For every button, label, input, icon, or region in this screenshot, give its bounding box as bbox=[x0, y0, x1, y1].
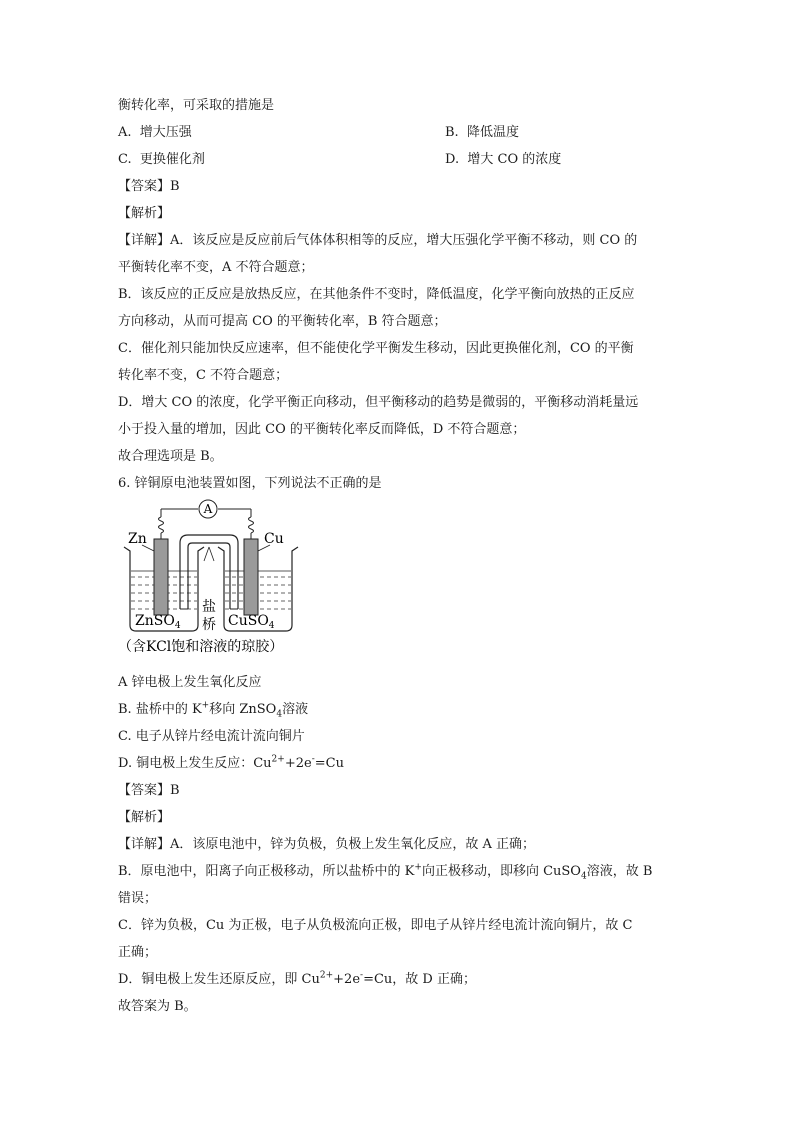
q6-detail-line-6: D．铜电极上发生还原反应，即 $Cu^{2+}+2e^-=Cu$，故 D 正确； bbox=[118, 970, 476, 987]
question-6-stem: 6. 锌铜原电池装置如图，下列说法不正确的是 bbox=[118, 476, 382, 491]
zn-label: Zn bbox=[128, 531, 147, 547]
q6-option-a: A 锌电极上发生氧化反应 bbox=[118, 675, 262, 690]
analysis-label: 【解析】 bbox=[118, 206, 171, 221]
detail-line-5: C．催化剂只能加快反应速率，但不能使化学平衡发生移动，因此更换催化剂，CO 的平衡 bbox=[118, 341, 634, 356]
detail-label: 【详解】 bbox=[118, 837, 171, 852]
q6-conclusion-line: 故答案为 B。 bbox=[118, 999, 197, 1014]
q6-option-d: D. 铜电极上发生反应：$Cu^{2+}+2e^-=Cu$ bbox=[118, 754, 344, 771]
options-row-1 bbox=[118, 119, 678, 146]
q6-detail-line-4: C．锌为负极，Cu 为正极，电子从负极流向正极，即电子从锌片经电流计流向铜片，故 C bbox=[118, 918, 633, 933]
answer-label: 【答案】 bbox=[118, 783, 171, 798]
option-d: D. 增大 CO 的浓度 bbox=[445, 152, 562, 167]
q6-option-b: B. 盐桥中的 K+移向 ZnSO$_4$溶液 bbox=[118, 700, 309, 720]
detail-line-8: 小于投入量的增加，因此 CO 的平衡转化率反而降低，D 不符合题意； bbox=[118, 422, 526, 437]
detail-line-2: 平衡转化率不变，A 不符合题意； bbox=[118, 260, 314, 275]
q6-answer-line bbox=[118, 777, 678, 804]
q6-detail-line-2: B．原电池中，阳离子向正极移动，所以盐桥中的 K+向正极移动，即移向 CuSO$_4$溶液，故 B bbox=[118, 862, 653, 882]
detail-line-1: 【详解】A．该反应是反应前后气体体积相等的反应，增大压强化学平衡不移动，则 CO 的 bbox=[118, 233, 638, 248]
answer-line bbox=[118, 173, 678, 200]
detail-line-7: D．增大 CO 的浓度，化学平衡正向移动，但平衡移动的趋势是微弱的，平衡移动消耗量远 bbox=[118, 395, 639, 410]
detail-line-3: B．该反应的正反应是放热反应，在其他条件不变时，降低温度，化学平衡向放热的正反应 bbox=[118, 287, 635, 302]
answer-value: B bbox=[170, 179, 180, 194]
detail-line-6: 转化率不变，C 不符合题意； bbox=[118, 368, 289, 383]
detail-label: 【详解】 bbox=[118, 233, 171, 248]
cu-label: Cu bbox=[264, 531, 284, 547]
q6-analysis-label: 【解析】 bbox=[118, 810, 171, 825]
document-page bbox=[118, 92, 678, 1020]
right-solution-label: CuSO$_4$ bbox=[228, 613, 275, 631]
option-b: B. 降低温度 bbox=[445, 125, 519, 140]
q6-detail-line-5: 正确； bbox=[118, 945, 158, 960]
detail-line-4: 方向移动，从而可提高 CO 的平衡转化率，B 符合题意； bbox=[118, 314, 447, 329]
diagram-caption: （含KCl饱和溶液的琼胶） bbox=[118, 639, 284, 655]
left-solution-label: ZnSO$_4$ bbox=[135, 613, 181, 631]
q6-detail-line-1: 【详解】A．该原电池中，锌为负极，负极上发生氧化反应，故 A 正确； bbox=[118, 837, 536, 852]
question-stem-tail: 衡转化率，可采取的措施是 bbox=[118, 98, 275, 113]
option-c: C. 更换催化剂 bbox=[118, 152, 205, 167]
salt-bridge-label-2: 桥 bbox=[202, 617, 216, 633]
q6-detail-line-3: 错误； bbox=[118, 891, 158, 906]
ammeter-label: A bbox=[203, 502, 213, 516]
galvanic-cell-diagram bbox=[118, 499, 318, 667]
answer-label: 【答案】 bbox=[118, 179, 171, 194]
q6-option-c: C. 电子从锌片经电流计流向铜片 bbox=[118, 729, 305, 744]
cell-drawing bbox=[118, 499, 318, 667]
conclusion-line: 故合理选项是 B。 bbox=[118, 449, 223, 464]
salt-bridge-label-1: 盐 bbox=[202, 599, 216, 615]
options-row-2 bbox=[118, 146, 678, 173]
option-a: A. 增大压强 bbox=[118, 125, 192, 140]
answer-value: B bbox=[170, 783, 180, 798]
